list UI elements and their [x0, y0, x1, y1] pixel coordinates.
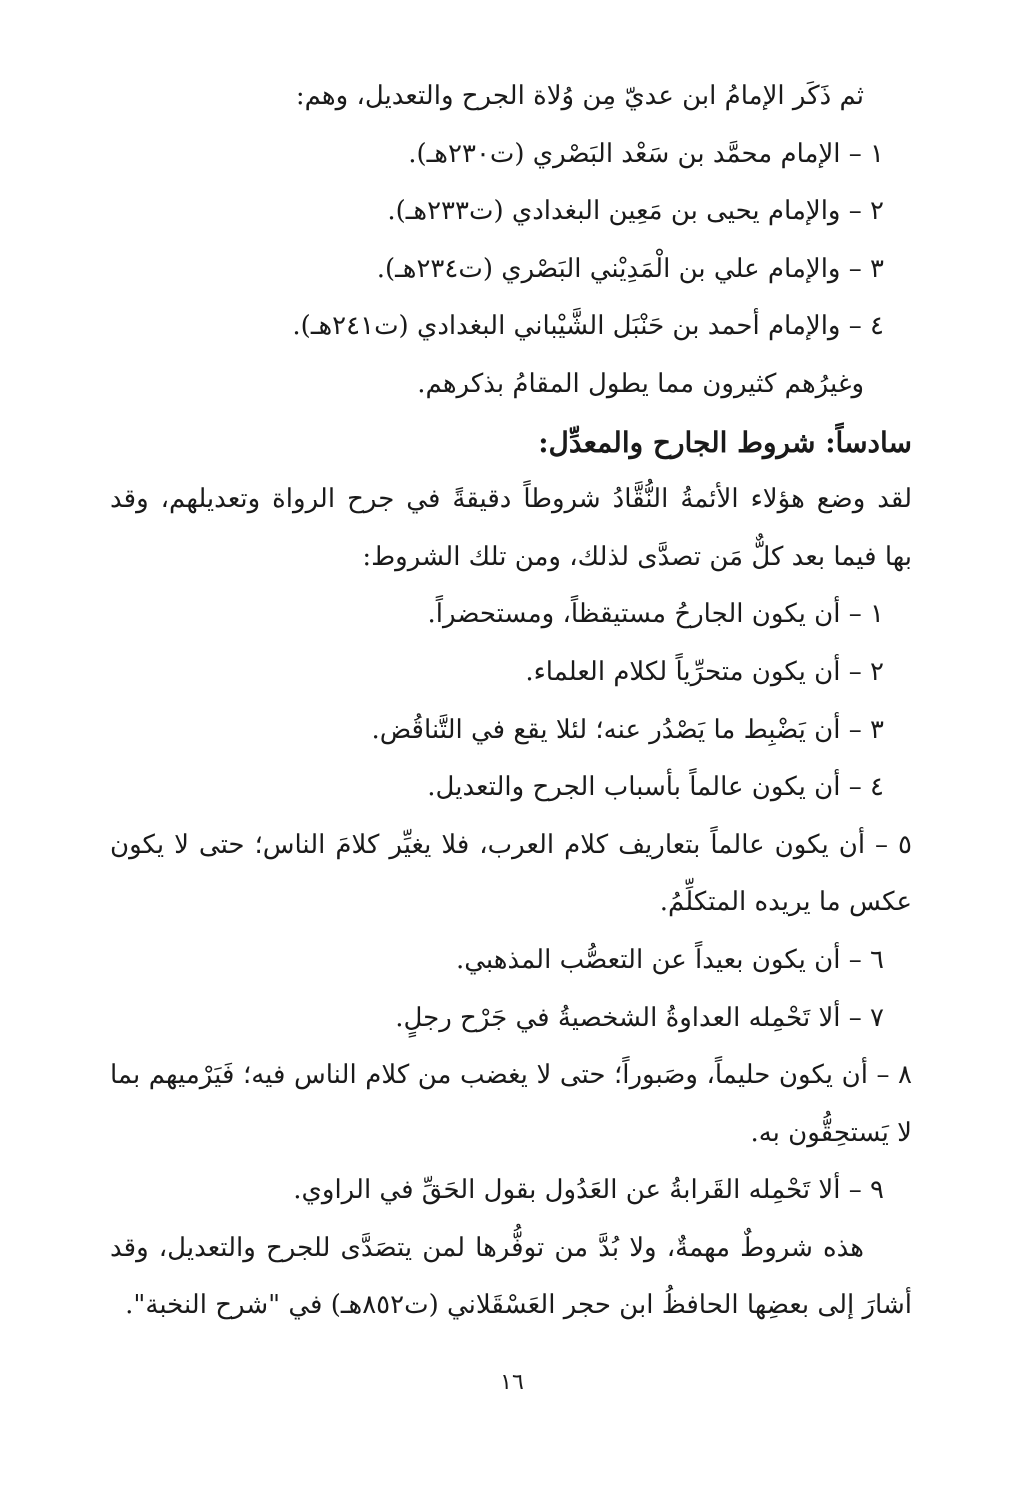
- section-heading: سادساً: شروط الجارح والمعدِّل:: [538, 425, 912, 459]
- paragraph-line: بها فيما بعد كلٌّ مَن تصدَّى لذلك، ومن تلك الشروط:: [362, 541, 912, 572]
- closing-paragraph-line: هذه شروطٌ مهمةٌ، ولا بُدَّ من توفُّرها لمن يتصَدَّى للجرح والتعديل، وقد: [110, 1232, 864, 1263]
- paragraph-line: لقد وضع هؤلاء الأئمةُ النُّقَّادُ شروطاً دقيقةً في جرح الرواة وتعديلهم، وقد: [110, 484, 912, 515]
- condition-item-6: ٦ – أن يكون بعيداً عن التعصُّب المذهبي.: [456, 944, 884, 975]
- condition-item-9: ٩ – ألا تَحْمِله القَرابةُ عن العَدُول بقول الحَقِّ في الراوي.: [293, 1175, 884, 1206]
- list-item-imam-4: ٤ – والإمام أحمد بن حَنْبَل الشَّيْباني البغدادي (ت٢٤١هـ).: [292, 311, 884, 342]
- condition-item-3: ٣ – أن يَضْبِط ما يَصْدُر عنه؛ لئلا يقع في التَّناقُض.: [371, 714, 884, 745]
- condition-item-5-continued: عكس ما يريده المتكلِّمُ.: [659, 887, 912, 918]
- condition-item-2: ٢ – أن يكون متحرِّياً لكلام العلماء.: [525, 656, 884, 687]
- condition-item-8: ٨ – أن يكون حليماً، وصَبوراً؛ حتى لا يغضب من كلام الناس فيه؛ فَيَرْميهم بما: [110, 1060, 912, 1091]
- list-item-imam-1: ١ – الإمام محمَّد بن سَعْد البَصْري (ت٢٣٠هـ).: [408, 138, 884, 169]
- condition-item-4: ٤ – أن يكون عالماً بأسباب الجرح والتعديل.: [427, 772, 884, 803]
- condition-item-7: ٧ – ألا تَحْمِله العداوةُ الشخصيةُ في جَرْح رجلٍ.: [395, 1002, 884, 1033]
- list-item-imam-3: ٣ – والإمام علي بن الْمَدِيْني البَصْري (ت٢٣٤هـ).: [376, 253, 884, 284]
- condition-item-8-continued: لا يَستحِقُّون به.: [750, 1117, 912, 1148]
- list-item-imam-2: ٢ – والإمام يحيى بن مَعِين البغدادي (ت٢٣٣هـ).: [387, 196, 884, 227]
- page-body: [110, 68, 912, 1335]
- others-line: وغيرُهم كثيرون مما يطول المقامُ بذكرهم.: [417, 368, 864, 399]
- closing-paragraph-line: أشارَ إلى بعضِها الحافظُ ابن حجر العَسْقَلاني (ت٨٥٢هـ) في "شرح النخبة".: [125, 1290, 912, 1321]
- page-number: ١٦: [500, 1370, 524, 1395]
- intro-line: ثم ذَكَر الإمامُ ابن عديّ مِن وُلاة الجرح والتعديل، وهم:: [295, 81, 864, 111]
- condition-item-1: ١ – أن يكون الجارحُ مستيقظاً، ومستحضراً.: [427, 599, 884, 630]
- condition-item-5: ٥ – أن يكون عالماً بتعاريف كلام العرب، فلا يغيِّر كلامَ الناس؛ حتى لا يكون: [110, 829, 912, 860]
